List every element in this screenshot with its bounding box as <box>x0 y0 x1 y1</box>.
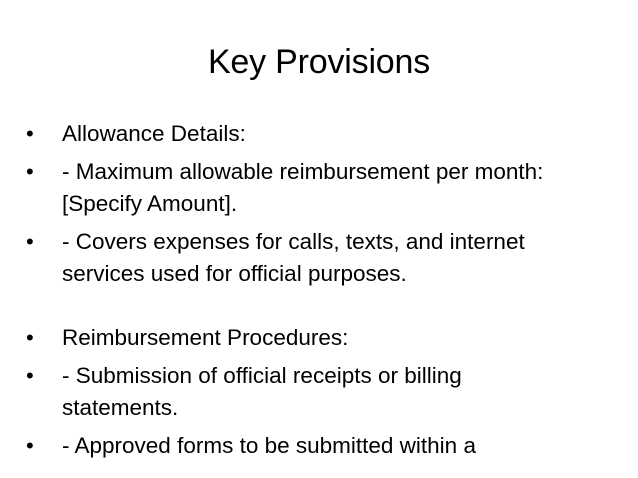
bullet-icon: • <box>26 363 34 388</box>
bullet-list <box>26 118 616 468</box>
bullet-icon: • <box>26 229 34 254</box>
bullet-icon: • <box>26 121 34 146</box>
bullet-text: - Approved forms to be submitted within a <box>62 433 476 458</box>
bullet-icon: • <box>26 325 34 350</box>
bullet-icon: • <box>26 159 34 184</box>
bullet-item <box>26 118 616 150</box>
bullet-text: - Maximum allowable reimbursement per month: [Specify Amount]. <box>62 159 544 216</box>
slide-title: Key Provisions <box>207 43 431 81</box>
bullet-item <box>26 322 616 354</box>
bullet-text: Allowance Details: <box>62 121 246 146</box>
bullet-text: Reimbursement Procedures: <box>62 325 349 350</box>
bullet-item <box>26 156 616 220</box>
bullet-item <box>26 360 616 424</box>
bullet-text: - Covers expenses for calls, texts, and internet services used for official purposes. <box>62 229 525 286</box>
bullet-item <box>26 226 616 290</box>
bullet-item <box>26 430 616 462</box>
bullet-text: - Submission of official receipts or billing statements. <box>62 363 462 420</box>
bullet-icon: • <box>26 433 34 458</box>
